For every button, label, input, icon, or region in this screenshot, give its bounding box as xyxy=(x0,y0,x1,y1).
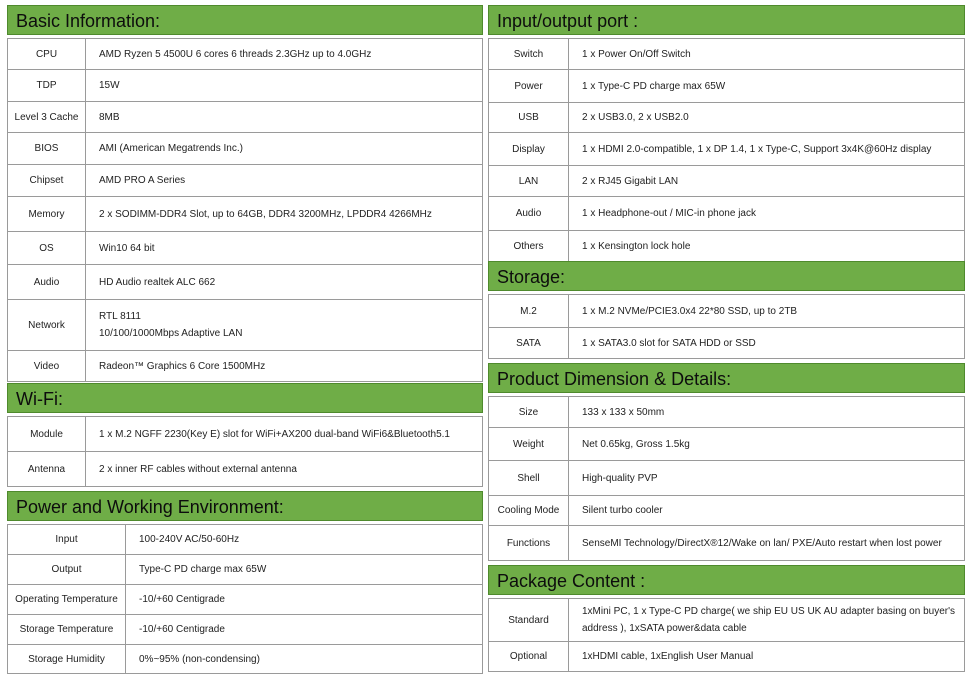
spec-value: 1 x Headphone-out / MIC-in phone jack xyxy=(569,197,965,231)
dimension-section xyxy=(488,363,965,561)
wifi-heading: Wi-Fi: xyxy=(7,383,483,413)
spec-row-output xyxy=(8,555,483,585)
power-section xyxy=(7,491,483,674)
spec-value-line: 10/100/1000Mbps Adaptive LAN xyxy=(99,328,243,339)
spec-label: CPU xyxy=(8,39,86,70)
io-port-section xyxy=(488,5,965,262)
spec-row-cpu xyxy=(8,39,483,70)
basic-information-section xyxy=(7,5,483,382)
storage-section xyxy=(488,261,965,359)
spec-value: -10/+60 Centigrade xyxy=(126,585,483,615)
spec-value: -10/+60 Centigrade xyxy=(126,615,483,645)
spec-row-size xyxy=(489,397,965,428)
dimension-heading: Product Dimension & Details: xyxy=(488,363,965,393)
spec-value: High-quality PVP xyxy=(569,461,965,496)
spec-value: HD Audio realtek ALC 662 xyxy=(86,265,483,300)
spec-value: 15W xyxy=(86,70,483,102)
power-table xyxy=(7,524,483,674)
spec-value: Silent turbo cooler xyxy=(569,496,965,526)
spec-label: Audio xyxy=(489,197,569,231)
storage-heading: Storage: xyxy=(488,261,965,291)
spec-label: Others xyxy=(489,231,569,262)
spec-row-weight xyxy=(489,428,965,461)
spec-row-video xyxy=(8,351,483,382)
io-port-heading: Input/output port : xyxy=(488,5,965,35)
spec-value: 100-240V AC/50-60Hz xyxy=(126,525,483,555)
spec-value: AMD PRO A Series xyxy=(86,165,483,197)
spec-label: Weight xyxy=(489,428,569,461)
basic-information-heading: Basic Information: xyxy=(7,5,483,35)
spec-value: Win10 64 bit xyxy=(86,232,483,265)
spec-label: Shell xyxy=(489,461,569,496)
spec-row-input xyxy=(8,525,483,555)
spec-label: Memory xyxy=(8,197,86,232)
spec-row-optional xyxy=(489,642,965,672)
wifi-table xyxy=(7,416,483,487)
spec-row-usb xyxy=(489,103,965,133)
spec-label: Audio xyxy=(8,265,86,300)
spec-row-functions xyxy=(489,526,965,561)
power-heading: Power and Working Environment: xyxy=(7,491,483,521)
spec-value: 1xHDMI cable, 1xEnglish User Manual xyxy=(569,642,965,672)
spec-value-line: RTL 8111 xyxy=(99,311,141,322)
spec-row-display xyxy=(489,133,965,166)
spec-label: USB xyxy=(489,103,569,133)
spec-row-operating-temperature xyxy=(8,585,483,615)
spec-value: 2 x RJ45 Gigabit LAN xyxy=(569,166,965,197)
package-table xyxy=(488,598,965,672)
spec-row-memory xyxy=(8,197,483,232)
spec-value: 1 x Kensington lock hole xyxy=(569,231,965,262)
spec-row-cache xyxy=(8,102,483,133)
spec-label: Level 3 Cache xyxy=(8,102,86,133)
spec-label: M.2 xyxy=(489,295,569,328)
spec-label: Display xyxy=(489,133,569,166)
spec-row-power xyxy=(489,70,965,103)
spec-label: Cooling Mode xyxy=(489,496,569,526)
spec-row-lan xyxy=(489,166,965,197)
spec-row-others xyxy=(489,231,965,262)
package-heading: Package Content : xyxy=(488,565,965,595)
spec-row-cooling-mode xyxy=(489,496,965,526)
spec-value: 1 x Type-C PD charge max 65W xyxy=(569,70,965,103)
spec-label: Chipset xyxy=(8,165,86,197)
io-port-table xyxy=(488,38,965,262)
spec-value: AMD Ryzen 5 4500U 6 cores 6 threads 2.3GHz up to 4.0GHz xyxy=(86,39,483,70)
spec-label: Storage Humidity xyxy=(8,645,126,674)
spec-label: SATA xyxy=(489,328,569,359)
spec-row-shell xyxy=(489,461,965,496)
spec-label: Functions xyxy=(489,526,569,561)
spec-value: 1 x HDMI 2.0-compatible, 1 x DP 1.4, 1 x Type-C, Support 3x4K@60Hz display xyxy=(569,133,965,166)
spec-label: Input xyxy=(8,525,126,555)
spec-label: Optional xyxy=(489,642,569,672)
spec-value: 1xMini PC, 1 x Type-C PD charge( we ship EU US UK AU adapter basing on buyer's address ), 1xSATA power&data cable xyxy=(569,599,965,642)
spec-label: Output xyxy=(8,555,126,585)
spec-label: Network xyxy=(8,300,86,351)
spec-value: 133 x 133 x 50mm xyxy=(569,397,965,428)
spec-label: Size xyxy=(489,397,569,428)
spec-row-sata xyxy=(489,328,965,359)
spec-value: Type-C PD charge max 65W xyxy=(126,555,483,585)
spec-label: Switch xyxy=(489,39,569,70)
spec-value: 2 x SODIMM-DDR4 Slot, up to 64GB, DDR4 3200MHz, LPDDR4 4266MHz xyxy=(86,197,483,232)
spec-label: BIOS xyxy=(8,133,86,165)
package-section xyxy=(488,565,965,672)
spec-row-storage-temperature xyxy=(8,615,483,645)
spec-label: Antenna xyxy=(8,452,86,487)
spec-row-audio-port xyxy=(489,197,965,231)
spec-row-tdp xyxy=(8,70,483,102)
spec-value: 1 x SATA3.0 slot for SATA HDD or SSD xyxy=(569,328,965,359)
wifi-section xyxy=(7,383,483,487)
spec-row-bios xyxy=(8,133,483,165)
spec-value: 1 x M.2 NVMe/PCIE3.0x4 22*80 SSD, up to 2TB xyxy=(569,295,965,328)
spec-row-m2 xyxy=(489,295,965,328)
spec-value: 8MB xyxy=(86,102,483,133)
spec-row-network xyxy=(8,300,483,351)
spec-value: AMI (American Megatrends Inc.) xyxy=(86,133,483,165)
basic-information-table xyxy=(7,38,483,382)
spec-row-audio xyxy=(8,265,483,300)
spec-label: LAN xyxy=(489,166,569,197)
spec-value: 1 x M.2 NGFF 2230(Key E) slot for WiFi+AX200 dual-band WiFi6&Bluetooth5.1 xyxy=(86,417,483,452)
spec-row-standard xyxy=(489,599,965,642)
spec-label: TDP xyxy=(8,70,86,102)
spec-label: Module xyxy=(8,417,86,452)
spec-label: OS xyxy=(8,232,86,265)
storage-table xyxy=(488,294,965,359)
spec-row-module xyxy=(8,417,483,452)
spec-label: Operating Temperature xyxy=(8,585,126,615)
spec-row-switch xyxy=(489,39,965,70)
spec-label: Power xyxy=(489,70,569,103)
spec-value: 2 x inner RF cables without external antenna xyxy=(86,452,483,487)
spec-value: 1 x Power On/Off Switch xyxy=(569,39,965,70)
spec-value xyxy=(86,300,483,351)
spec-row-storage-humidity xyxy=(8,645,483,674)
spec-row-antenna xyxy=(8,452,483,487)
spec-value: Net 0.65kg, Gross 1.5kg xyxy=(569,428,965,461)
spec-label: Video xyxy=(8,351,86,382)
spec-row-chipset xyxy=(8,165,483,197)
dimension-table xyxy=(488,396,965,561)
spec-label: Storage Temperature xyxy=(8,615,126,645)
spec-value: SenseMI Technology/DirectX®12/Wake on lan/ PXE/Auto restart when lost power xyxy=(569,526,965,561)
spec-value: 2 x USB3.0, 2 x USB2.0 xyxy=(569,103,965,133)
spec-value: 0%~95% (non-condensing) xyxy=(126,645,483,674)
spec-row-os xyxy=(8,232,483,265)
spec-value: Radeon™ Graphics 6 Core 1500MHz xyxy=(86,351,483,382)
spec-label: Standard xyxy=(489,599,569,642)
